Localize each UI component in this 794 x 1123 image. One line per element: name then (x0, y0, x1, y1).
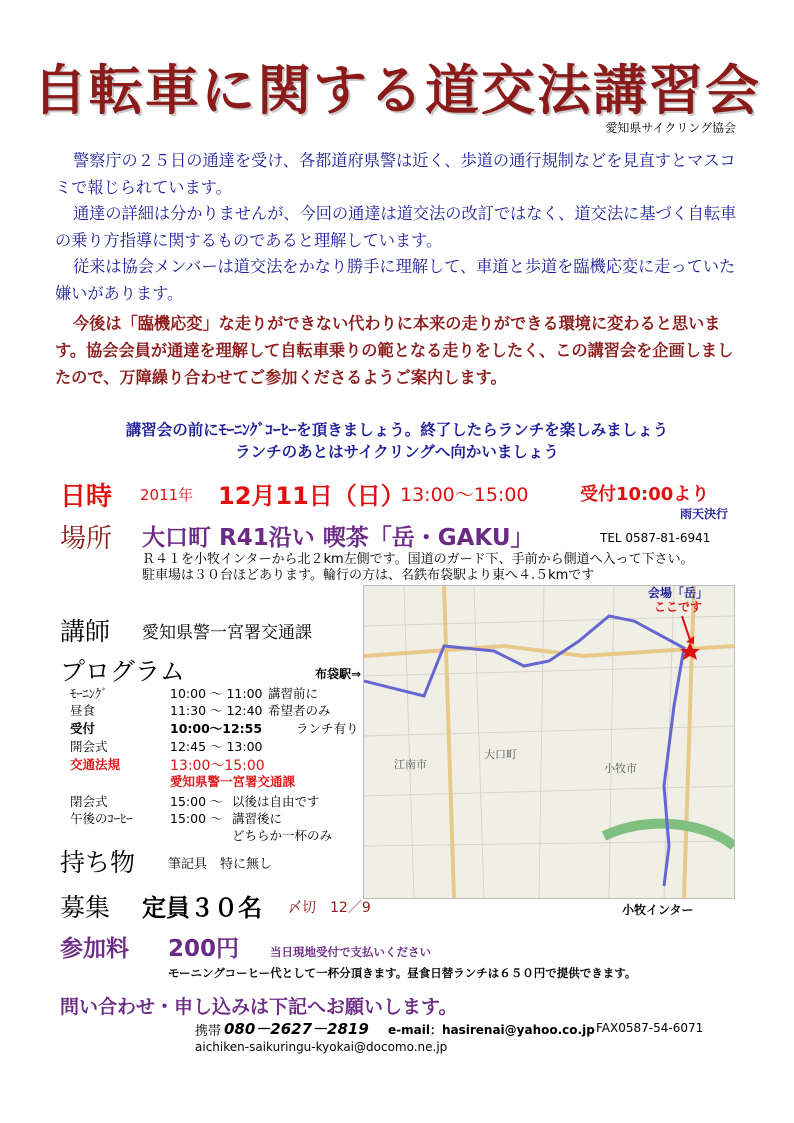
program-row-name: 開会式 (70, 739, 108, 754)
program-row-time: 15:00 ～ (170, 811, 223, 826)
deadline: 〆切 12／9 (288, 900, 371, 916)
belongings-label: 持ち物 (60, 848, 136, 877)
place-name: 大口町 R41沿い 喫茶「岳・GAKU」 (142, 525, 534, 551)
contact-heading: 問い合わせ・申し込みは下記へお願いします。 (60, 996, 458, 1018)
mobile-number: 080－2627－2819 (224, 1020, 369, 1038)
program-row-name: 受付 (70, 721, 96, 736)
program-row-name: 昼食 (70, 703, 96, 718)
route-map (363, 585, 735, 899)
page-title: 自転車に関する道交法講習会 (33, 59, 761, 122)
event-date: 12月11日（日） (218, 482, 405, 510)
program-row-time: 10:00 ～ 11:00 (170, 686, 263, 701)
rain-note: 雨天決行 (680, 507, 729, 521)
mobile-label: 携帯 (195, 1024, 222, 1039)
program-row-note: 希望者のみ (268, 703, 331, 718)
program-row-name: 交通法規 (70, 757, 121, 772)
reception-time: 受付10:00より (580, 484, 710, 505)
paragraph-4: 今後は「臨機応変」な走りができない代わりに本来の走りができる環境に変わると思います。協会会員が通達を理解して自転車乗りの範となる走りをしたく、この講習会を企画しましたので、万障繰り合わせてご参加くださるようご案内します。 (55, 314, 734, 387)
paragraph-1: 警察庁の２５日の通達を受け、各都道府県警は近く、歩道の通行規制などを見直すとマスコミで報じられています。 (55, 151, 736, 197)
program-row-name: ﾓｰﾆﾝｸﾞ (70, 686, 108, 701)
paragraph-2: 通達の詳細は分かりませんが、今回の通達は道交法の改訂ではなく、道交法に基づく自転車の乗り方指導に関するものであると理解しています。 (55, 204, 737, 250)
lecturer-label: 講師 (60, 617, 111, 646)
paragraph-3: 従来は協会メンバーは道交法をかなり勝手に理解して、車道と歩道を臨機応変に走っていた嫌いがあります。 (55, 257, 736, 303)
map-label-oguchi: 大口町 (484, 748, 517, 761)
program-row-name: 午後のｺｰﾋｰ (70, 811, 133, 826)
belongings-value: 筆記具 特に無し (168, 857, 273, 872)
recruit-label: 募集 (60, 893, 111, 922)
arrow-icon (682, 616, 690, 640)
organizer: 愛知県サイクリング協会 (605, 121, 736, 135)
place-label: 場所 (60, 524, 113, 554)
program-row-note: 講習後に (232, 811, 283, 826)
street-grid (364, 586, 734, 898)
event-time: 13:00～15:00 (400, 484, 529, 506)
program-row-time: 11:30 ～ 12:40 (170, 703, 263, 718)
fee-detail: モーニングコーヒー代として一杯分頂きます。昼食日替ランチは６５０円で提供できます。 (168, 966, 637, 980)
program-row-note: どちらか一杯のみ (232, 828, 333, 843)
major-roads (364, 586, 734, 898)
program-row-note: 講習前に (268, 686, 319, 701)
email: e-mail：hasirenai@yahoo.co.jp (388, 1023, 595, 1037)
email-2: aichiken-saikuringu-kyokai@docomo.ne.jp (195, 1040, 448, 1054)
interchange-label: 小牧インター (622, 903, 694, 917)
program-row-time: 13:00～15:00 (170, 758, 265, 774)
map-canvas (364, 586, 734, 898)
program-row-time: 12:45 ～ 13:00 (170, 739, 263, 754)
program-row-time: 15:00 ～ (170, 794, 223, 809)
event-year: 2011年 (140, 486, 194, 504)
program-row-time: 10:00～12:55 (170, 721, 263, 736)
station-label: 布袋駅⇒ (315, 667, 362, 681)
program-row-note: ランチ有り (296, 721, 359, 736)
program-row-name: 閉会式 (70, 794, 108, 809)
fee-note: 当日現地受付で支払いください (270, 945, 431, 959)
program-row-note: 以後は自由です (232, 794, 320, 809)
fee-amount: 200円 (168, 936, 240, 962)
place-tel: TEL 0587-81-6941 (600, 531, 711, 545)
place-parking: 駐車場は３０台ほどあります。輪行の方は、名鉄布袋駅より東へ４.５kmです (142, 568, 595, 583)
morning-coffee-note: 講習会の前にﾓｰﾆﾝｸﾞｺｰﾋｰを頂きましょう。終了したらランチを楽しみましょう (125, 421, 669, 439)
program-row-lecturer: 愛知県警一宮署交通課 (170, 774, 296, 789)
map-label-konan: 江南市 (394, 758, 427, 771)
fax: FAX0587-54-6071 (596, 1021, 704, 1035)
fee-label: 参加料 (60, 936, 129, 962)
here-label: ここです (654, 600, 703, 614)
capacity: 定員３０名 (142, 894, 262, 922)
cycling-note: ランチのあとはサイクリングへ向かいましょう (235, 443, 559, 461)
datetime-label: 日時 (60, 482, 113, 512)
lecturer-value: 愛知県警一宮署交通課 (142, 623, 312, 643)
map-label-komaki: 小牧市 (604, 762, 637, 775)
place-directions: Ｒ４１を小牧インターから北２km左側です。国道のガード下、手前から側道へ入って下さい。 (142, 552, 694, 567)
venue-label: 会場「岳」 (648, 586, 709, 600)
program-label: プログラム (60, 657, 185, 686)
